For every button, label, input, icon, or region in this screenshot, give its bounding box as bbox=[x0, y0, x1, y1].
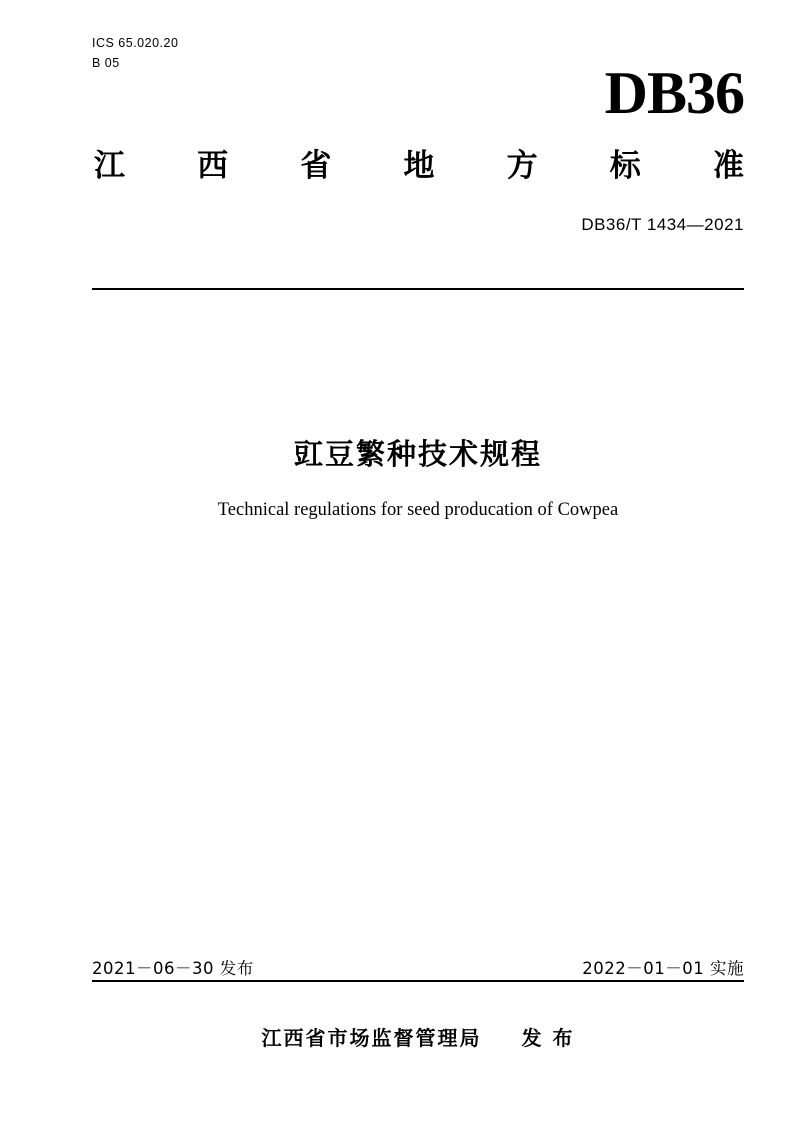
footer-divider bbox=[92, 980, 744, 982]
document-title-en: Technical regulations for seed producation of Cowpea bbox=[217, 500, 619, 520]
issuer-line bbox=[92, 1022, 744, 1051]
standard-number: DB36/T 1434—2021 bbox=[581, 215, 744, 234]
issue-date: 2021－06－30 发布 bbox=[92, 959, 254, 978]
series-char-1: 西 bbox=[197, 148, 229, 184]
document-title-cn: 豇豆繁种技术规程 bbox=[293, 437, 542, 471]
effective-date: 2022－01－01 实施 bbox=[582, 959, 744, 978]
date-row bbox=[92, 955, 744, 979]
header-divider bbox=[92, 288, 744, 290]
series-char-3: 地 bbox=[403, 148, 435, 184]
db36-logo: DB36 bbox=[604, 60, 744, 126]
series-char-2: 省 bbox=[300, 148, 332, 184]
cover-content bbox=[92, 0, 744, 1130]
issuer-name: 江西省市场监督管理局 bbox=[261, 1026, 482, 1050]
standard-series-title bbox=[94, 145, 744, 187]
ics-block bbox=[92, 33, 178, 73]
ics-code: ICS 65.020.20 bbox=[92, 36, 179, 50]
issuer-action: 发 布 bbox=[521, 1026, 575, 1050]
series-char-5: 标 bbox=[609, 148, 641, 184]
classification-code: B 05 bbox=[92, 56, 120, 70]
series-char-4: 方 bbox=[506, 148, 538, 184]
series-char-6: 准 bbox=[712, 148, 744, 184]
series-char-0: 江 bbox=[94, 148, 125, 184]
